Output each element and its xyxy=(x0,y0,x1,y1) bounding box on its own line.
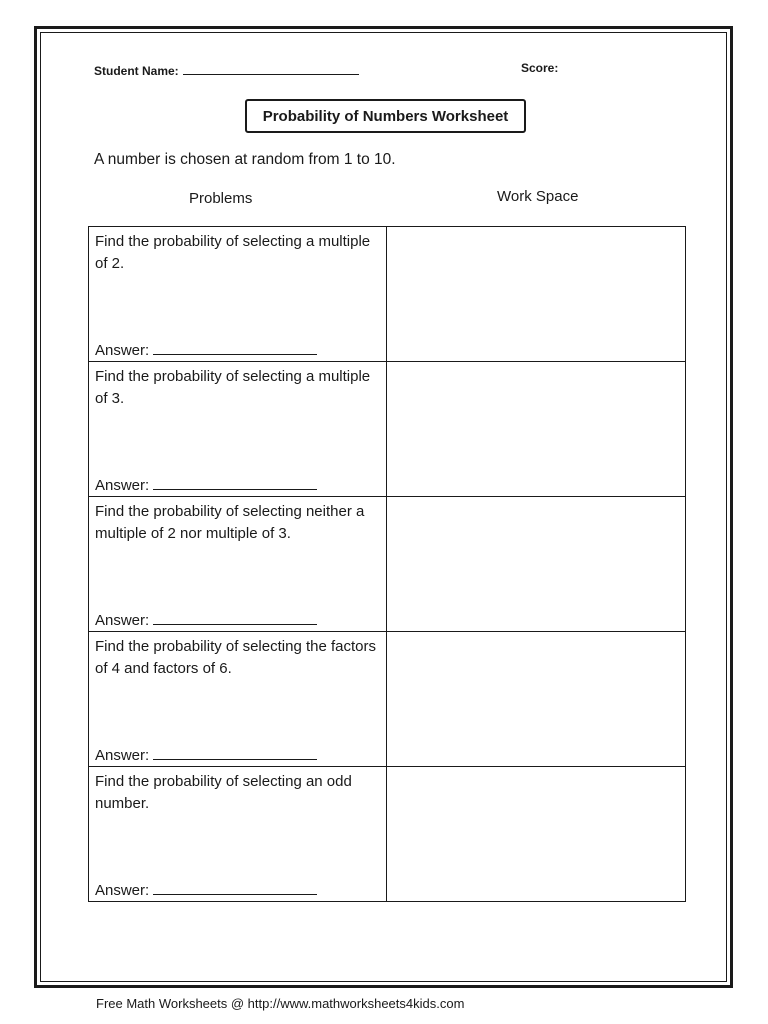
answer-blank[interactable] xyxy=(153,745,317,760)
problem-text: Find the probability of selecting a multiple of 3. xyxy=(95,368,371,407)
student-name-label: Student Name: xyxy=(94,64,179,78)
answer-field xyxy=(95,475,317,494)
work-space-cell[interactable] xyxy=(387,227,686,362)
intro-text: A number is chosen at random from 1 to 10. xyxy=(94,151,396,168)
answer-field xyxy=(95,610,317,629)
problem-cell xyxy=(89,767,387,902)
work-space-cell[interactable] xyxy=(387,632,686,767)
answer-blank[interactable] xyxy=(153,340,317,355)
answer-label: Answer: xyxy=(95,612,150,629)
problem-cell xyxy=(89,632,387,767)
problems-table xyxy=(88,226,686,902)
problem-cell xyxy=(89,497,387,632)
work-space-cell[interactable] xyxy=(387,497,686,632)
work-space-column-header: Work Space xyxy=(497,188,579,205)
problem-cell xyxy=(89,362,387,497)
answer-label: Answer: xyxy=(95,882,150,899)
worksheet-title xyxy=(245,99,526,133)
problem-text: Find the probability of selecting neither a multiple of 2 nor multiple of 3. xyxy=(95,503,365,542)
answer-label: Answer: xyxy=(95,747,150,764)
problem-text: Find the probability of selecting the factors of 4 and factors of 6. xyxy=(95,638,376,677)
work-space-cell[interactable] xyxy=(387,362,686,497)
answer-blank[interactable] xyxy=(153,880,317,895)
answer-label: Answer: xyxy=(95,342,150,359)
problem-text: Find the probability of selecting a multiple of 2. xyxy=(95,233,371,272)
problems-column-header: Problems xyxy=(189,190,253,207)
answer-field xyxy=(95,745,317,764)
answer-label: Answer: xyxy=(95,477,150,494)
problem-row xyxy=(89,362,686,497)
student-name-blank[interactable] xyxy=(183,62,359,75)
answer-field xyxy=(95,340,317,359)
work-space-cell[interactable] xyxy=(387,767,686,902)
problem-text: Find the probability of selecting an odd number. xyxy=(95,773,352,812)
problem-cell xyxy=(89,227,387,362)
footer-credit: Free Math Worksheets @ http://www.mathworksheets4kids.com xyxy=(96,996,465,1011)
problem-row xyxy=(89,632,686,767)
answer-blank[interactable] xyxy=(153,610,317,625)
student-name-field xyxy=(94,62,359,78)
worksheet-title-text: Probability of Numbers Worksheet xyxy=(262,107,509,125)
answer-blank[interactable] xyxy=(153,475,317,490)
answer-field xyxy=(95,880,317,899)
score-label: Score: xyxy=(521,61,559,75)
problem-row xyxy=(89,497,686,632)
problem-row xyxy=(89,767,686,902)
problem-row xyxy=(89,227,686,362)
